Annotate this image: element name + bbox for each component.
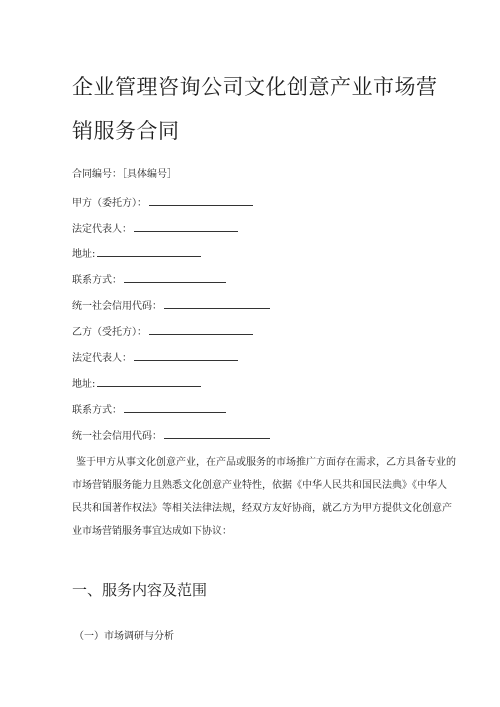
contract-title-line-1: 企业管理咨询公司文化创意产业市场营 bbox=[72, 75, 438, 99]
party-a-legal-rep-blank[interactable] bbox=[134, 221, 238, 232]
intro-line-4: 业市场营销服务事宜达成如下协议： bbox=[72, 526, 232, 537]
contract-number-label: 合同编号：［具体编号］ bbox=[72, 169, 177, 180]
party-a-contact-blank[interactable] bbox=[124, 272, 226, 283]
party-a-credit-code-field bbox=[72, 298, 270, 314]
section-1-subheading-1: （一）市场调研与分析 bbox=[74, 631, 174, 642]
party-b-blank[interactable] bbox=[149, 324, 253, 335]
party-a-address-label: 地址: bbox=[72, 249, 96, 260]
party-b-contact-blank[interactable] bbox=[124, 402, 226, 413]
party-a-legal-rep-label: 法定代表人： bbox=[72, 224, 132, 235]
party-b-contact-label: 联系方式： bbox=[72, 405, 122, 416]
party-b-legal-rep-label: 法定代表人： bbox=[72, 353, 132, 364]
party-b-address-label: 地址: bbox=[72, 379, 96, 390]
party-a-address-field bbox=[72, 246, 201, 262]
party-b-field bbox=[72, 324, 253, 340]
party-b-contact-field bbox=[72, 402, 226, 418]
intro-line-2: 市场营销服务能力且熟悉文化创意产业特性，依据《中华人民共和国民法典》《中华人 bbox=[72, 480, 447, 491]
party-a-field bbox=[72, 195, 253, 211]
intro-paragraph bbox=[72, 451, 456, 543]
party-b-address-blank[interactable] bbox=[97, 376, 201, 387]
party-a-legal-rep-field bbox=[72, 221, 238, 237]
party-a-contact-field bbox=[72, 272, 226, 288]
intro-line-1: 鉴于甲方从事文化创意产业，在产品或服务的市场推广方面存在需求，乙方具备专业的 bbox=[76, 457, 456, 468]
party-b-address-field bbox=[72, 376, 201, 392]
party-a-address-blank[interactable] bbox=[97, 246, 201, 257]
party-a-credit-code-label: 统一社会信用代码： bbox=[72, 301, 162, 312]
party-b-credit-code-blank[interactable] bbox=[164, 428, 270, 439]
party-b-credit-code-label: 统一社会信用代码： bbox=[72, 431, 162, 442]
party-a-contact-label: 联系方式： bbox=[72, 275, 122, 286]
party-a-label: 甲方（委托方）： bbox=[72, 198, 147, 209]
section-1-heading: 一、服务内容及范围 bbox=[72, 581, 208, 599]
party-b-legal-rep-field bbox=[72, 350, 238, 366]
intro-line-3: 民共和国著作权法》等相关法律法规，经双方友好协商，就乙方为甲方提供文化创意产 bbox=[72, 503, 452, 514]
contract-number bbox=[72, 168, 177, 182]
party-b-label: 乙方（受托方）： bbox=[72, 327, 147, 338]
party-b-credit-code-field bbox=[72, 428, 270, 444]
party-b-legal-rep-blank[interactable] bbox=[134, 350, 238, 361]
contract-title-line-2: 销服务合同 bbox=[72, 119, 180, 143]
party-a-credit-code-blank[interactable] bbox=[164, 298, 270, 309]
party-a-blank[interactable] bbox=[149, 195, 253, 206]
